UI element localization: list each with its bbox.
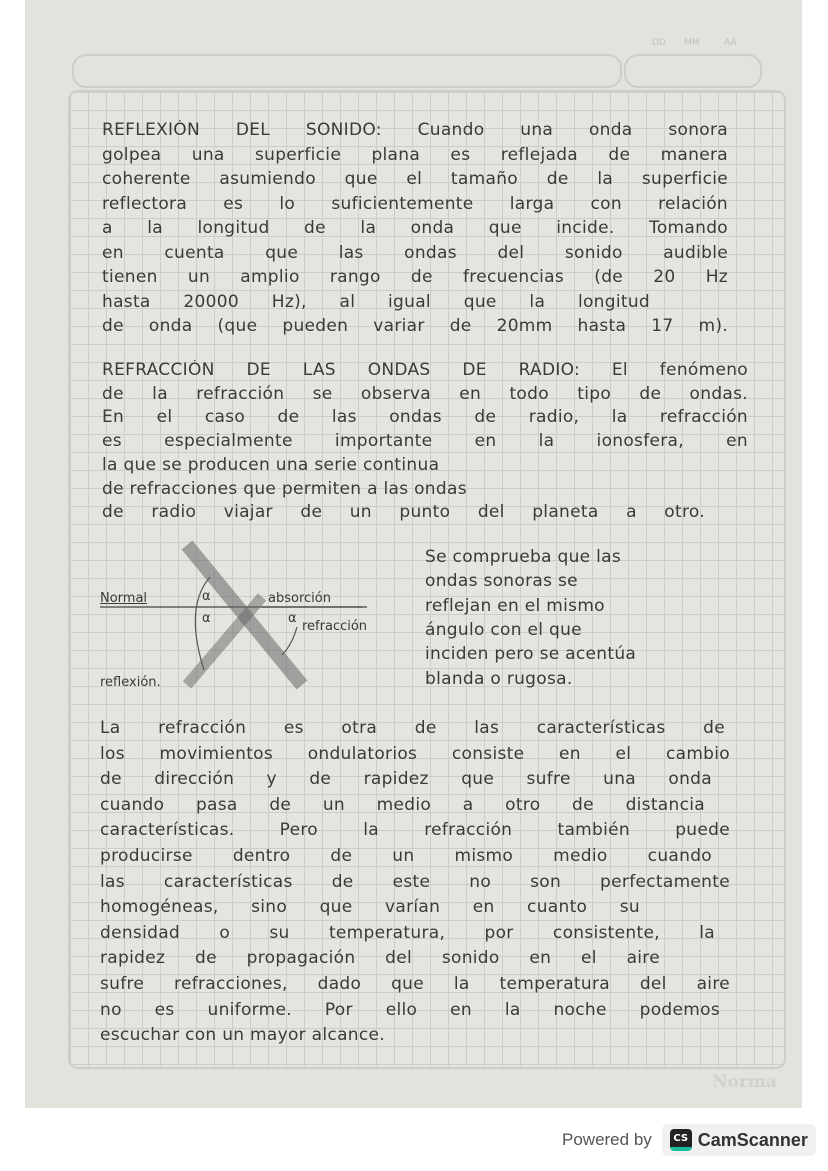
camscanner-name: CamScanner <box>697 1129 808 1150</box>
shaded-ray-reflected <box>187 597 262 685</box>
refraccion-radio-line: REFRACCIÓN DE LAS ONDAS DE RADIO: El fenómeno <box>102 360 748 380</box>
refraccion-line: escuchar con un mayor alcance. <box>100 1025 385 1046</box>
refraccion-line: densidad o su temperatura, por consistente, la <box>100 922 715 943</box>
reflexion-line: a la longitud de la onda que incide. Tomando <box>102 218 728 238</box>
refraccion-line: de dirección y de rapidez que sufre una onda <box>100 769 712 790</box>
reflexion-line: en cuenta que las ondas del sonido audible <box>102 242 728 263</box>
refraccion-radio-line: de la refracción se observa en todo tipo de ondas. <box>102 383 748 404</box>
refraccion-line: producirse dentro de un mismo medio cuando <box>100 846 712 866</box>
diagram-text-line: blanda o rugosa. <box>425 668 573 689</box>
refraccion-line: La refracción es otra de las características de <box>100 718 725 738</box>
title-box <box>72 54 622 88</box>
reflexion-line: coherente asumiendo que el tamaño de la superficie <box>102 169 728 189</box>
refraccion-line: rapidez de propagación del sonido en el aire <box>100 948 660 969</box>
refraction-arc <box>282 627 297 655</box>
refraccion-line: no es uniforme. Por ello en la noche podemos <box>100 999 720 1020</box>
label-reflexion: reflexión. <box>100 675 161 690</box>
date-label-day: DD <box>652 38 666 48</box>
diagram-text-line: ondas sonoras se <box>425 571 578 592</box>
refraccion-line: los movimientos ondulatorios consiste en el cambio <box>100 743 730 764</box>
angle-symbol: α <box>202 589 211 604</box>
date-box <box>624 54 762 88</box>
diagram-text-line: reflejan en el mismo <box>425 595 605 616</box>
refraccion-line: características. Pero la refracción también puede <box>100 820 730 841</box>
refraccion-radio-line: es especialmente importante en la ionosfera, en <box>102 431 748 452</box>
norma-logo: Norma <box>712 1072 777 1092</box>
diagram-text-line: inciden pero se acentúa <box>425 644 637 665</box>
date-label-year: AA <box>724 38 737 48</box>
date-label-month: MM <box>684 38 700 48</box>
angle-symbol: α <box>288 611 297 626</box>
camscanner-footer <box>562 1124 816 1156</box>
label-refraccion: refracción <box>302 619 368 634</box>
reflection-diagram <box>92 535 412 700</box>
diagram-text-line: ángulo con el que <box>425 619 582 640</box>
refraccion-radio-line: de refracciones que permiten a las ondas <box>102 478 467 499</box>
reflexion-line: REFLEXIÓN DEL SONIDO: Cuando una onda sonora <box>102 120 728 140</box>
camscanner-badge[interactable] <box>662 1124 816 1156</box>
refraccion-line: cuando pasa de un medio a otro de distancia <box>100 794 705 815</box>
camscanner-icon: CS <box>670 1129 692 1151</box>
refraccion-line: homogéneas, sino que varían en cuanto su <box>100 897 640 918</box>
reflexion-line: hasta 20000 Hz), al igual que la longitud <box>102 291 650 312</box>
refraccion-line: las características de este no son perfectamente <box>100 871 730 892</box>
powered-by-text: Powered by <box>562 1130 652 1149</box>
reflexion-line: reflectora es lo suficientemente larga con relación <box>102 193 728 214</box>
refraccion-radio-line: En el caso de las ondas de radio, la refracción <box>102 407 748 428</box>
refraccion-line: sufre refracciones, dado que la temperatura del aire <box>100 974 730 994</box>
reflexion-line: de onda (que pueden variar de 20mm hasta 17 m). <box>102 316 728 336</box>
diagram-text-line: Se comprueba que las <box>425 547 622 567</box>
refraccion-radio-line: de radio viajar de un punto del planeta a otro. <box>102 502 705 523</box>
reflexion-line: golpea una superficie plana es reflejada de manera <box>102 144 728 165</box>
angle-symbol: α <box>202 611 211 626</box>
reflexion-line: tienen un amplio rango de frecuencias (de 20 Hz <box>102 267 728 287</box>
refraccion-radio-line: la que se producen una serie continua <box>102 454 440 475</box>
label-normal: Normal <box>100 591 148 606</box>
label-absorcion: absorción <box>268 591 331 606</box>
